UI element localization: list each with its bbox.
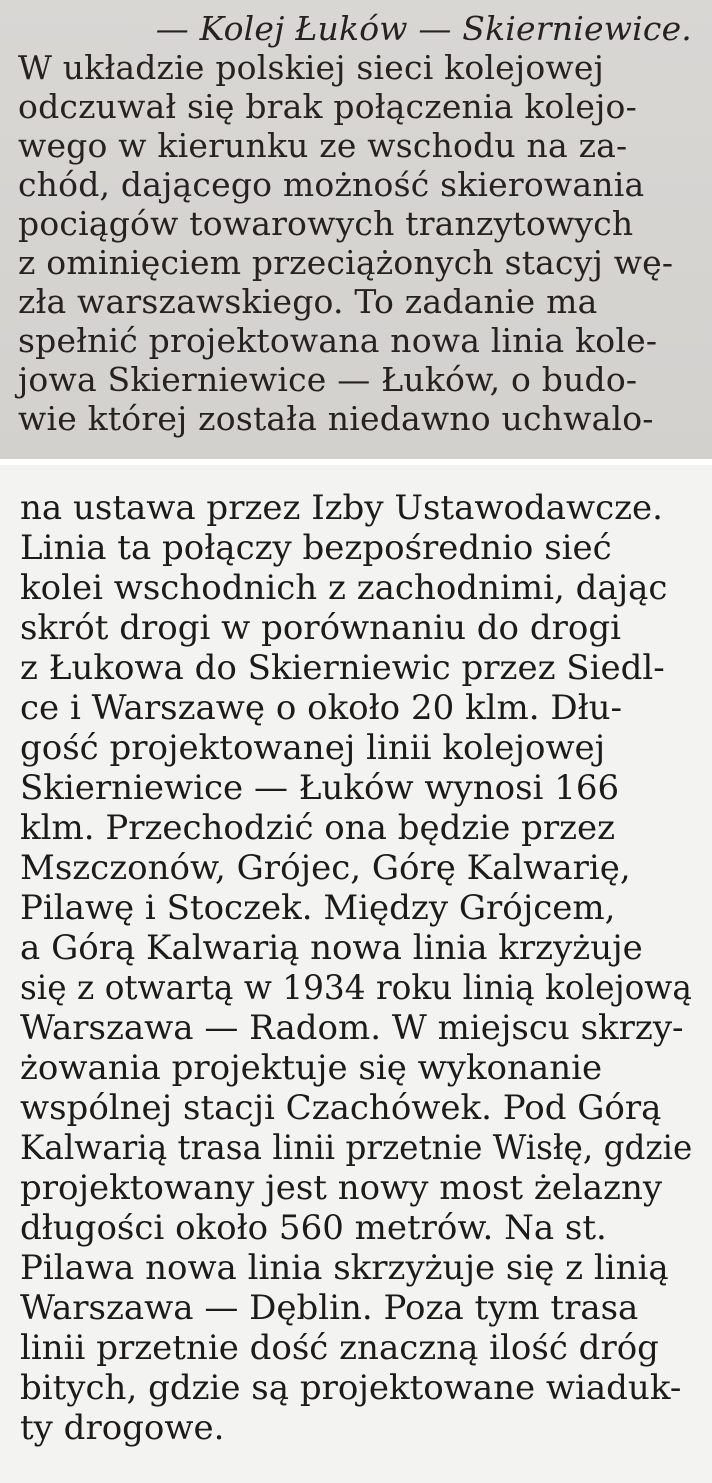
text-line: a Górą Kalwarią nowa linia krzyżuje xyxy=(20,928,643,968)
text-line: długości około 560 metrów. Na st. xyxy=(20,1208,607,1248)
top-text-fragment xyxy=(0,0,712,459)
text-line: ce i Warszawę o około 20 klm. Dłu- xyxy=(20,688,623,728)
text-line: Mszczonów, Grójec, Górę Kalwarię, xyxy=(20,848,631,888)
text-line: żowania projektuje się wykonanie xyxy=(20,1048,603,1088)
text-line: jowa Skierniewice — Łuków, o budo- xyxy=(18,360,638,399)
text-line: kolei wschodnich z zachodnimi, dając xyxy=(20,568,668,608)
text-line: Kalwarią trasa linii przetnie Wisłę, gdzie xyxy=(20,1128,693,1168)
text-line: Pilawa nowa linia skrzyżuje się z linią xyxy=(20,1248,669,1288)
text-line: wego w kierunku ze wschodu na za- xyxy=(18,126,628,165)
text-line: wspólnej stacji Czachówek. Pod Górą xyxy=(20,1088,662,1128)
text-line: wie której została niedawno uchwalo- xyxy=(18,399,654,438)
text-line: chód, dającego możność skierowania xyxy=(18,165,645,204)
text-line: Pilawę i Stoczek. Między Grójcem, xyxy=(20,888,616,928)
article-title: — Kolej Łuków — Skierniewice. xyxy=(155,9,692,48)
bottom-text-fragment xyxy=(0,465,712,1483)
text-line: bitych, gdzie są projektowane wiaduk- xyxy=(20,1368,682,1408)
text-line: Skierniewice — Łuków wynosi 166 xyxy=(20,768,620,808)
text-line: Linia ta połączy bezpośrednio sieć xyxy=(20,528,612,568)
text-line: z Łukowa do Skierniewic przez Siedl- xyxy=(20,648,665,688)
text-line: ty drogowe. xyxy=(20,1408,225,1448)
text-line: klm. Przechodzić ona będzie przez xyxy=(20,808,616,848)
text-line: zła warszawskiego. To zadanie ma xyxy=(18,282,598,321)
text-line: Warszawa — Dęblin. Poza tym trasa xyxy=(20,1288,639,1328)
text-line: się z otwartą w 1934 roku linią kolejową xyxy=(20,968,692,1008)
text-line: spełnić projektowana nowa linia kole- xyxy=(18,321,658,360)
text-line: na ustawa przez Izby Ustawodawcze. xyxy=(20,488,663,528)
text-line: Warszawa — Radom. W miejscu skrzy- xyxy=(20,1008,684,1048)
text-line: odczuwał się brak połączenia kolejo- xyxy=(18,87,637,126)
text-line: gość projektowanej linii kolejowej xyxy=(20,728,606,768)
text-line: skrót drogi w porównaniu do drogi xyxy=(20,608,621,648)
text-line: W układzie polskiej sieci kolejowej xyxy=(18,48,604,87)
text-line: linii przetnie dość znaczną ilość dróg xyxy=(20,1328,659,1368)
text-line: projektowany jest nowy most żelazny xyxy=(20,1168,663,1208)
text-line: pociągów towarowych tranzytowych xyxy=(18,204,634,243)
text-line: z ominięciem przeciążonych stacyj wę- xyxy=(18,243,674,282)
